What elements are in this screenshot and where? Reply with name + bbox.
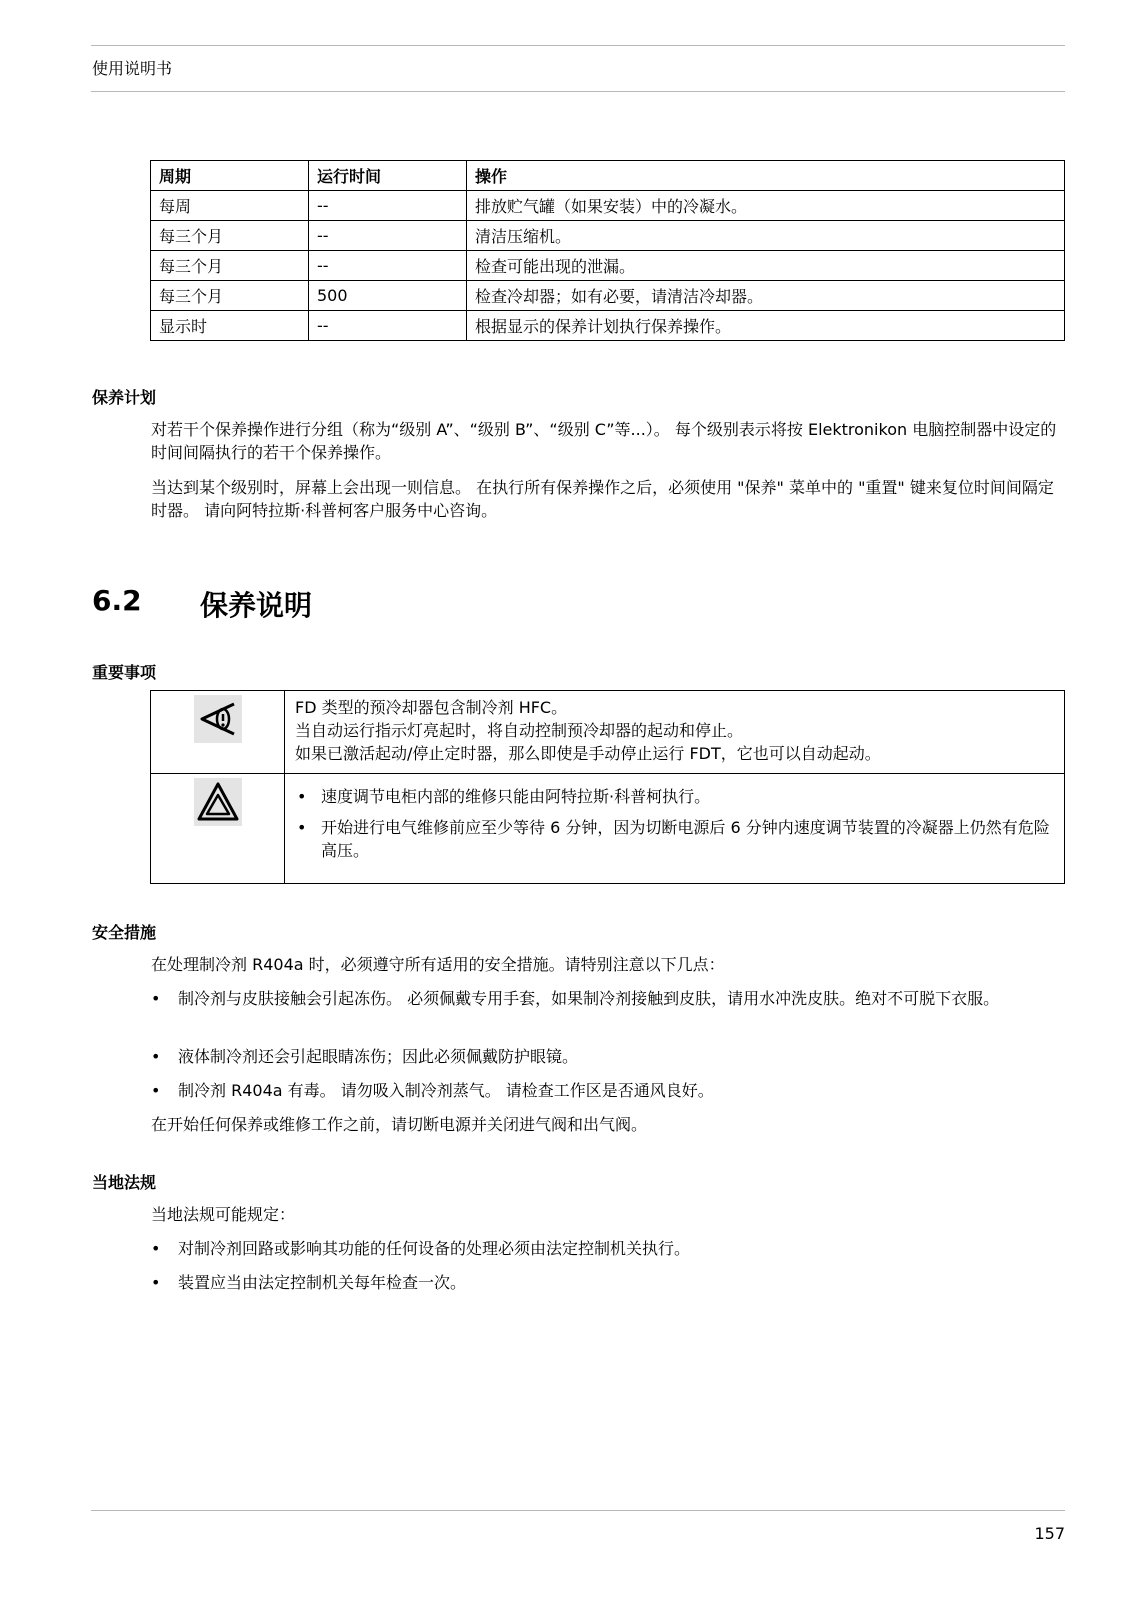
list-item: • 液体制冷剂还会引起眼睛冻伤；因此必须佩戴防护眼镜。 [151,1045,1061,1068]
table-cell: 检查可能出现的泄漏。 [467,251,1065,281]
table-row [151,311,1065,341]
footer-rule [91,1510,1065,1511]
local-regulations-intro: 当地法规可能规定： [151,1205,296,1224]
table-cell: 清洁压缩机。 [467,221,1065,251]
local-regulations-heading: 当地法规 [92,1173,157,1192]
table-cell: 排放贮气罐（如果安装）中的冷凝水。 [467,191,1065,221]
table-row [151,221,1065,251]
table-cell: -- [309,221,467,251]
table-row [151,191,1065,221]
table-header-row [151,161,1065,191]
note-line: 如果已激活起动/停止定时器，那么即使是手动停止运行 FDT，它也可以自动起动。 [295,744,881,763]
safety-heading: 安全措施 [92,923,157,942]
column-header-operation: 操作 [467,161,1065,191]
list-item: • 开始进行电气维修前应至少等待 6 分钟，因为切断电源后 6 分钟内速度调节装置的冷凝器上仍然有危险高压。 [295,816,1056,862]
table-cell: -- [309,311,467,341]
header-rule-bottom [91,91,1065,92]
list-item: • 制冷剂与皮肤接触会引起冻伤。 必须佩戴专用手套，如果制冷剂接触到皮肤，请用水冲洗皮肤。绝对不可脱下衣服。 [151,987,1061,1010]
table-cell: -- [309,191,467,221]
safety-intro: 在处理制冷剂 R404a 时，必须遵守所有适用的安全措施。请特别注意以下几点： [151,955,725,974]
table-cell: -- [309,251,467,281]
table-cell: 500 [309,281,467,311]
maintenance-plan-paragraph-1: 对若干个保养操作进行分组（称为“级别 A”、“级别 B”、“级别 C”等...）。 每个级别表示将按 Elektronikon 电脑控制器中设定的时间间隔执行的若干个保养操作。 [151,420,1057,462]
column-header-period: 周期 [151,161,309,191]
eye-warning-icon [194,695,242,743]
table-cell: 检查冷却器；如有必要，请清洁冷却器。 [467,281,1065,311]
page-number: 157 [1034,1524,1065,1543]
table-row [151,251,1065,281]
maintenance-schedule-table [150,160,1065,341]
list-item: • 装置应当由法定控制机关每年检查一次。 [151,1271,1061,1294]
note-text-cell [285,691,1065,774]
list-item: • 速度调节电柜内部的维修只能由阿特拉斯·科普柯执行。 [295,785,1056,808]
note-icon-cell [151,774,285,884]
important-notes-table [150,690,1065,884]
section-title: 保养说明 [200,589,313,622]
note-row [151,774,1065,884]
note-text-cell [285,774,1065,884]
note-line: 当自动运行指示灯亮起时，将自动控制预冷却器的起动和停止。 [295,721,744,740]
table-cell: 每三个月 [151,221,309,251]
maintenance-plan-heading: 保养计划 [92,388,157,407]
note-line: FD 类型的预冷却器包含制冷剂 HFC。 [295,698,568,717]
section-number: 6.2 [92,584,142,617]
table-cell: 根据显示的保养计划执行保养操作。 [467,311,1065,341]
document-title: 使用说明书 [92,59,173,78]
important-heading: 重要事项 [92,663,157,682]
maintenance-plan-paragraph-2: 当达到某个级别时，屏幕上会出现一则信息。 在执行所有保养操作之后，必须使用 "保养" 菜单中的 "重置" 键来复位时间间隔定时器。 请向阿特拉斯·科普柯客户服务中心咨询。 [151,478,1054,520]
table-cell: 每三个月 [151,251,309,281]
list-item: • 制冷剂 R404a 有毒。 请勿吸入制冷剂蒸气。 请检查工作区是否通风良好。 [151,1079,1061,1102]
note-row [151,691,1065,774]
table-cell: 每周 [151,191,309,221]
list-item: • 对制冷剂回路或影响其功能的任何设备的处理必须由法定控制机关执行。 [151,1237,1061,1260]
table-cell: 每三个月 [151,281,309,311]
safety-outro: 在开始任何保养或维修工作之前，请切断电源并关闭进气阀和出气阀。 [151,1115,648,1134]
header-rule-top [91,45,1065,46]
table-cell: 显示时 [151,311,309,341]
warning-triangle-icon [194,778,242,826]
table-row [151,281,1065,311]
column-header-runtime: 运行时间 [309,161,467,191]
note-icon-cell [151,691,285,774]
